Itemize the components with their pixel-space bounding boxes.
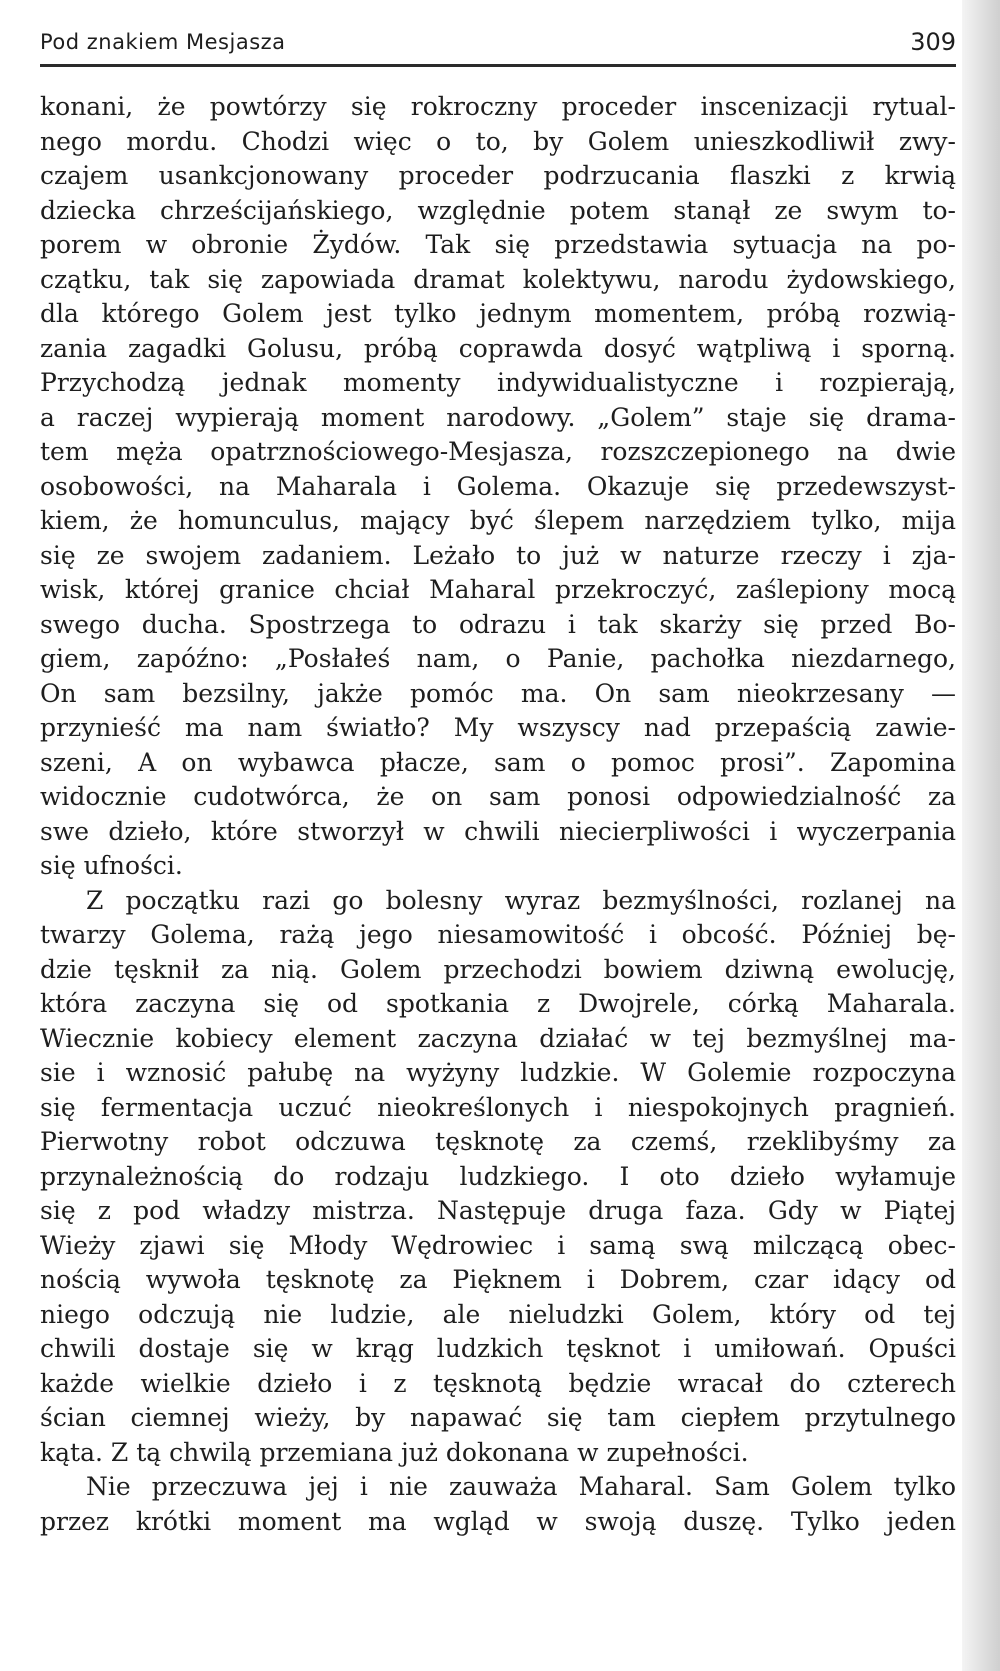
text-line: czątku, tak się zapowiada dramat kolektywu, narodu żydowskiego,: [40, 264, 956, 294]
page-number: 309: [910, 28, 956, 56]
paragraph-last-line: kąta. Z tą chwilą przemiana już dokonana w zupełności.: [40, 1437, 749, 1467]
text-line: ścian ciemnej wieży, by napawać się tam ciepłem przytulnego: [40, 1403, 956, 1432]
text-line: twarzy Golema, rażą jego niesamowitość i obcość. Później bę-: [40, 920, 956, 949]
text-line: dla którego Golem jest tylko jednym momentem, próbą rozwią-: [40, 299, 956, 328]
text-line: swe dzieło, które stworzył w chwili niecierpliwości i wyczerpania: [40, 816, 956, 846]
text-line: On sam bezsilny, jakże pomóc ma. On sam nieokrzesany —: [40, 678, 956, 708]
page-edge-shadow: [962, 0, 1000, 1671]
paragraph-last-line: się ufności.: [40, 851, 183, 880]
text-line: Przychodzą jednak momenty indywidualistyczne i rozpierają,: [40, 368, 956, 397]
text-line: chwili dostaje się w krąg ludzkich tęsknot i umiłowań. Opuści: [40, 1334, 956, 1363]
running-title: Pod znakiem Mesjasza: [40, 30, 286, 54]
text-line: przynieść ma nam światło? My wszyscy nad przepaścią zawie-: [40, 713, 956, 742]
text-line: każde wielkie dzieło i z tęsknotą będzie wracał do czterech: [40, 1368, 956, 1398]
text-line: dziecka chrześcijańskiego, względnie potem stanął ze swym to-: [40, 195, 956, 225]
text-line: kiem, że homunculus, mający być ślepem narzędziem tylko, mija: [40, 506, 956, 535]
text-line: nego mordu. Chodzi więc o to, by Golem unieszkodliwił zwy-: [40, 126, 956, 156]
text-line: osobowości, na Maharala i Golema. Okazuje się przedewszyst-: [40, 471, 956, 501]
text-line: tem męża opatrznościowego-Mesjasza, rozszczepionego na dwie: [40, 437, 956, 466]
text-line: wisk, której granice chciał Maharal przekroczyć, zaślepiony mocą: [40, 575, 956, 604]
header-rule: [40, 64, 956, 67]
text-line: czajem usankcjonowany proceder podrzucania flaszki z krwią: [40, 161, 956, 190]
text-line: szeni, A on wybawca płacze, sam o pomoc prosi”. Zapomina: [40, 747, 956, 777]
text-line: niego odczują nie ludzie, ale nieludzki Golem, który od tej: [40, 1299, 956, 1329]
text-line: nością wywoła tęsknotę za Pięknem i Dobrem, czar idący od: [40, 1265, 956, 1294]
text-line: dzie tęsknił za nią. Golem przechodzi bowiem dziwną ewolucję,: [40, 954, 956, 984]
text-line: porem w obronie Żydów. Tak się przedstawia sytuacja na po-: [40, 230, 956, 259]
text-line: Wiecznie kobiecy element zaczyna działać w tej bezmyślnej ma-: [40, 1023, 956, 1053]
text-line: się z pod władzy mistrza. Następuje druga faza. Gdy w Piątej: [40, 1196, 956, 1225]
paragraph-first-line: Z początku razi go bolesny wyraz bezmyślności, rozlanej na: [86, 885, 956, 915]
body-text: [40, 90, 956, 1539]
text-line: przynależnością do rodzaju ludzkiego. I oto dzieło wyłamuje: [40, 1161, 956, 1191]
text-line: konani, że powtórzy się rokroczny proceder inscenizacji rytual-: [40, 92, 956, 121]
text-line: a raczej wypierają moment narodowy. „Golem” staje się drama-: [40, 402, 956, 432]
text-line: widocznie cudotwórca, że on sam ponosi odpowiedzialność za: [40, 782, 956, 811]
text-line: swego ducha. Spostrzega to odrazu i tak skarży się przed Bo-: [40, 609, 956, 639]
text-line: sie i wznosić pałubę na wyżyny ludzkie. W Golemie rozpoczyna: [40, 1058, 956, 1087]
paragraph-first-line: Nie przeczuwa jej i nie zauważa Maharal. Sam Golem tylko: [86, 1472, 956, 1501]
running-head: [40, 26, 956, 62]
text-line: giem, zapóźno: „Posłałeś nam, o Panie, pachołka niezdarnego,: [40, 644, 956, 673]
text-line: przez krótki moment ma wgląd w swoją duszę. Tylko jeden: [40, 1506, 956, 1536]
text-line: się ze swojem zadaniem. Leżało to już w naturze rzeczy i zja-: [40, 540, 956, 570]
text-line: Wieży zjawi się Młody Wędrowiec i samą swą milczącą obec-: [40, 1230, 956, 1260]
text-line: Pierwotny robot odczuwa tęsknotę za czemś, rzeklibyśmy za: [40, 1127, 956, 1156]
text-line: się fermentacja uczuć nieokreślonych i niespokojnych pragnień.: [40, 1092, 956, 1122]
text-line: zania zagadki Golusu, próbą coprawda dosyć wątpliwą i sporną.: [40, 333, 956, 363]
text-line: która zaczyna się od spotkania z Dwojrele, córką Maharala.: [40, 989, 956, 1018]
